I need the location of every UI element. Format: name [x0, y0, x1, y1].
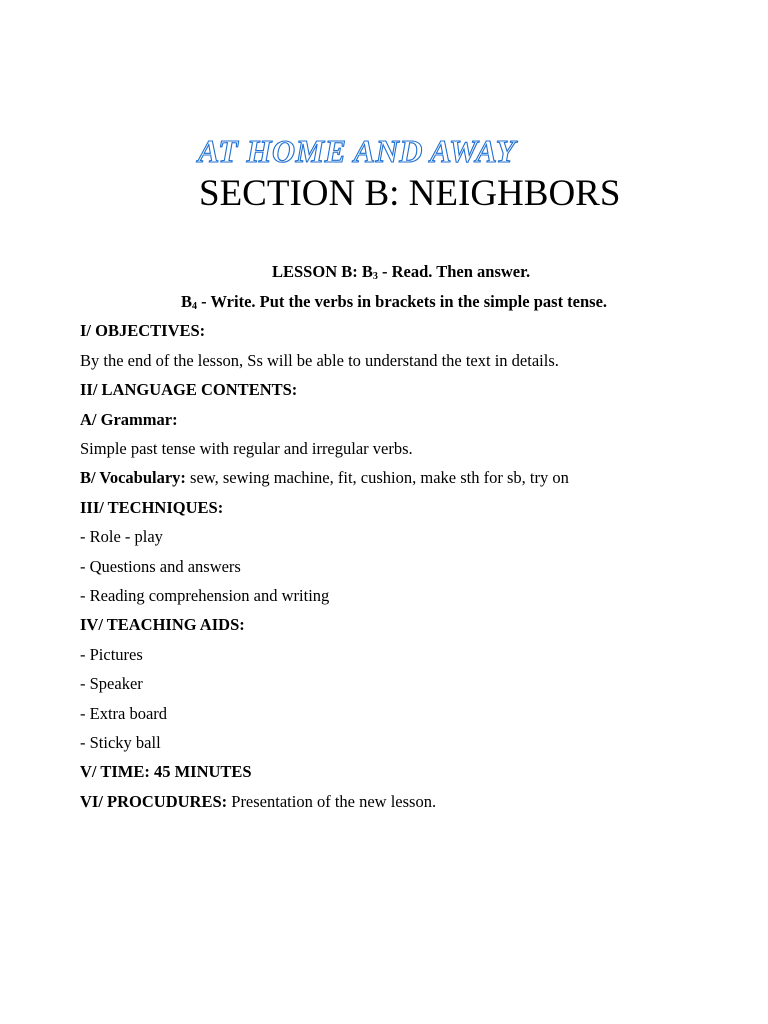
- teaching-aid-item: - Pictures: [80, 645, 143, 664]
- lesson-line-2-prefix: B: [181, 292, 193, 311]
- lesson-line-1-prefix: LESSON B: B: [272, 262, 373, 281]
- procedures-line: [80, 792, 436, 812]
- vocabulary-line: [80, 468, 569, 488]
- techniques-heading: III/ TECHNIQUES:: [80, 498, 224, 517]
- objectives-heading: I/ OBJECTIVES:: [80, 321, 206, 340]
- technique-item: - Role - play: [80, 527, 163, 546]
- unit-title: AT HOME AND AWAY: [198, 133, 516, 169]
- language-contents-heading: II/ LANGUAGE CONTENTS:: [80, 380, 298, 399]
- time-heading: V/ TIME: 45 MINUTES: [80, 762, 252, 781]
- grammar-text: Simple past tense with regular and irregular verbs.: [80, 439, 413, 458]
- procedures-text: Presentation of the new lesson.: [227, 792, 437, 811]
- objectives-text: By the end of the lesson, Ss will be able to understand the text in details.: [80, 351, 559, 370]
- technique-item: - Reading comprehension and writing: [80, 586, 330, 605]
- teaching-aid-item: - Extra board: [80, 704, 168, 723]
- teaching-aid-item: - Sticky ball: [80, 733, 161, 752]
- lesson-line-2-subscript: 4: [192, 301, 198, 312]
- lesson-line-2: [181, 292, 607, 317]
- vocabulary-heading: B/ Vocabulary:: [80, 468, 186, 487]
- vocabulary-text: sew, sewing machine, fit, cushion, make sth for sb, try on: [185, 468, 569, 487]
- technique-item: - Questions and answers: [80, 557, 241, 576]
- lesson-line-2-rest: - Write. Put the verbs in brackets in the simple past tense.: [197, 292, 608, 311]
- teaching-aids-heading: IV/ TEACHING AIDS:: [80, 615, 245, 634]
- procedures-heading: VI/ PROCUDURES:: [80, 792, 228, 811]
- grammar-heading: A/ Grammar:: [80, 410, 178, 429]
- lesson-line-1-subscript: 3: [372, 271, 378, 282]
- lesson-line-1-rest: - Read. Then answer.: [377, 262, 531, 281]
- teaching-aid-item: - Speaker: [80, 674, 143, 693]
- section-title: SECTION B: NEIGHBORS: [199, 173, 621, 214]
- lesson-line-1: [272, 262, 530, 287]
